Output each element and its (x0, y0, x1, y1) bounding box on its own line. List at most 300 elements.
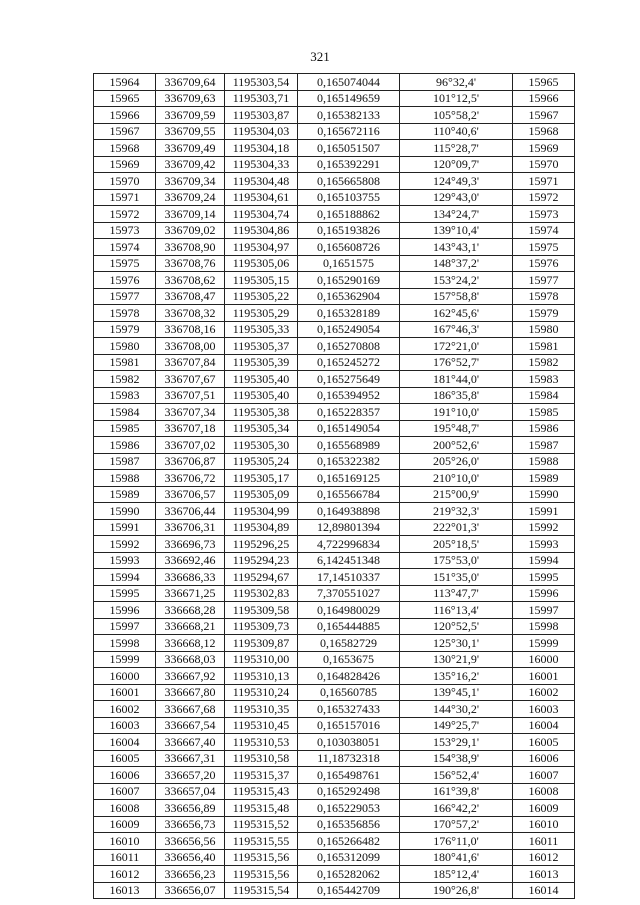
table-row (94, 90, 575, 107)
y-coordinate-cell: 1195310,58 (225, 750, 298, 767)
point-number-cell: 15965 (94, 90, 156, 107)
distance-cell: 0,165266482 (298, 833, 400, 850)
distance-cell: 0,165229053 (298, 800, 400, 817)
distance-cell: 0,165074044 (298, 74, 400, 91)
x-coordinate-cell: 336657,20 (156, 767, 225, 784)
table-row (94, 618, 575, 635)
y-coordinate-cell: 1195305,06 (225, 255, 298, 272)
y-coordinate-cell: 1195305,22 (225, 288, 298, 305)
x-coordinate-cell: 336708,00 (156, 338, 225, 355)
table-row (94, 321, 575, 338)
point-number-cell: 16003 (94, 717, 156, 734)
y-coordinate-cell: 1195304,86 (225, 222, 298, 239)
next-point-cell: 16008 (513, 783, 575, 800)
bearing-cell: 125°30,1' (400, 635, 513, 652)
y-coordinate-cell: 1195305,09 (225, 486, 298, 503)
next-point-cell: 15970 (513, 156, 575, 173)
bearing-cell: 205°18,5' (400, 536, 513, 553)
distance-cell: 0,165149659 (298, 90, 400, 107)
bearing-cell: 116°13,4' (400, 602, 513, 619)
x-coordinate-cell: 336707,34 (156, 404, 225, 421)
point-number-cell: 16009 (94, 816, 156, 833)
next-point-cell: 15971 (513, 173, 575, 190)
point-number-cell: 15971 (94, 189, 156, 206)
table-row (94, 734, 575, 751)
y-coordinate-cell: 1195305,33 (225, 321, 298, 338)
bearing-cell: 181°44,0' (400, 371, 513, 388)
next-point-cell: 15986 (513, 420, 575, 437)
distance-cell: 0,165322382 (298, 453, 400, 470)
bearing-cell: 151°35,0' (400, 569, 513, 586)
table-row (94, 387, 575, 404)
table-row (94, 288, 575, 305)
y-coordinate-cell: 1195315,55 (225, 833, 298, 850)
x-coordinate-cell: 336656,40 (156, 849, 225, 866)
table-row (94, 602, 575, 619)
table-row (94, 800, 575, 817)
bearing-cell: 156°52,4' (400, 767, 513, 784)
point-number-cell: 15972 (94, 206, 156, 223)
x-coordinate-cell: 336656,23 (156, 866, 225, 883)
next-point-cell: 16009 (513, 800, 575, 817)
bearing-cell: 153°24,2' (400, 272, 513, 289)
table-row (94, 470, 575, 487)
distance-cell: 0,165394952 (298, 387, 400, 404)
point-number-cell: 16004 (94, 734, 156, 751)
x-coordinate-cell: 336656,89 (156, 800, 225, 817)
next-point-cell: 16006 (513, 750, 575, 767)
next-point-cell: 15997 (513, 602, 575, 619)
distance-cell: 0,165382133 (298, 107, 400, 124)
table-row (94, 74, 575, 91)
next-point-cell: 15976 (513, 255, 575, 272)
next-point-cell: 16001 (513, 668, 575, 685)
y-coordinate-cell: 1195315,37 (225, 767, 298, 784)
x-coordinate-cell: 336708,16 (156, 321, 225, 338)
bearing-cell: 144°30,2' (400, 701, 513, 718)
bearing-cell: 124°49,3' (400, 173, 513, 190)
point-number-cell: 16012 (94, 866, 156, 883)
bearing-cell: 176°11,0' (400, 833, 513, 850)
bearing-cell: 157°58,8' (400, 288, 513, 305)
table-row (94, 486, 575, 503)
point-number-cell: 15968 (94, 140, 156, 157)
x-coordinate-cell: 336706,72 (156, 470, 225, 487)
table-row (94, 536, 575, 553)
bearing-cell: 143°43,1' (400, 239, 513, 256)
next-point-cell: 15967 (513, 107, 575, 124)
x-coordinate-cell: 336709,42 (156, 156, 225, 173)
table-row (94, 140, 575, 157)
y-coordinate-cell: 1195294,67 (225, 569, 298, 586)
distance-cell: 0,165356856 (298, 816, 400, 833)
distance-cell: 0,16560785 (298, 684, 400, 701)
y-coordinate-cell: 1195303,54 (225, 74, 298, 91)
distance-cell: 6,142451348 (298, 552, 400, 569)
y-coordinate-cell: 1195305,17 (225, 470, 298, 487)
point-number-cell: 16013 (94, 882, 156, 899)
table-row (94, 635, 575, 652)
bearing-cell: 167°46,3' (400, 321, 513, 338)
bearing-cell: 186°35,8' (400, 387, 513, 404)
y-coordinate-cell: 1195315,43 (225, 783, 298, 800)
next-point-cell: 16004 (513, 717, 575, 734)
distance-cell: 7,370551027 (298, 585, 400, 602)
point-number-cell: 16011 (94, 849, 156, 866)
x-coordinate-cell: 336707,67 (156, 371, 225, 388)
point-number-cell: 16008 (94, 800, 156, 817)
point-number-cell: 16002 (94, 701, 156, 718)
next-point-cell: 16003 (513, 701, 575, 718)
x-coordinate-cell: 336668,03 (156, 651, 225, 668)
table-row (94, 272, 575, 289)
point-number-cell: 15999 (94, 651, 156, 668)
table-row (94, 701, 575, 718)
next-point-cell: 16002 (513, 684, 575, 701)
point-number-cell: 15983 (94, 387, 156, 404)
bearing-cell: 135°16,2' (400, 668, 513, 685)
x-coordinate-cell: 336708,32 (156, 305, 225, 322)
bearing-cell: 219°32,3' (400, 503, 513, 520)
point-number-cell: 15992 (94, 536, 156, 553)
table-row (94, 668, 575, 685)
table-row (94, 173, 575, 190)
table-row (94, 189, 575, 206)
bearing-cell: 176°52,7' (400, 354, 513, 371)
x-coordinate-cell: 336667,54 (156, 717, 225, 734)
table-row (94, 767, 575, 784)
table-row (94, 717, 575, 734)
y-coordinate-cell: 1195310,13 (225, 668, 298, 685)
next-point-cell: 15968 (513, 123, 575, 140)
y-coordinate-cell: 1195310,45 (225, 717, 298, 734)
point-number-cell: 15995 (94, 585, 156, 602)
bearing-cell: 200°52,6' (400, 437, 513, 454)
next-point-cell: 15991 (513, 503, 575, 520)
x-coordinate-cell: 336709,02 (156, 222, 225, 239)
x-coordinate-cell: 336709,24 (156, 189, 225, 206)
bearing-cell: 115°28,7' (400, 140, 513, 157)
point-number-cell: 15985 (94, 420, 156, 437)
bearing-cell: 101°12,5' (400, 90, 513, 107)
point-number-cell: 15987 (94, 453, 156, 470)
y-coordinate-cell: 1195315,54 (225, 882, 298, 899)
distance-cell: 0,165665808 (298, 173, 400, 190)
y-coordinate-cell: 1195305,34 (225, 420, 298, 437)
page-number: 321 (310, 49, 330, 64)
x-coordinate-cell: 336706,44 (156, 503, 225, 520)
distance-cell: 0,165328189 (298, 305, 400, 322)
table-row (94, 404, 575, 421)
distance-cell: 0,16582729 (298, 635, 400, 652)
bearing-cell: 222°01,3' (400, 519, 513, 536)
bearing-cell: 154°38,9' (400, 750, 513, 767)
next-point-cell: 15966 (513, 90, 575, 107)
x-coordinate-cell: 336686,33 (156, 569, 225, 586)
next-point-cell: 15989 (513, 470, 575, 487)
distance-cell: 0,165362904 (298, 288, 400, 305)
next-point-cell: 15994 (513, 552, 575, 569)
bearing-cell: 191°10,0' (400, 404, 513, 421)
bearing-cell: 166°42,2' (400, 800, 513, 817)
distance-cell: 0,165312099 (298, 849, 400, 866)
x-coordinate-cell: 336671,25 (156, 585, 225, 602)
y-coordinate-cell: 1195296,25 (225, 536, 298, 553)
next-point-cell: 15999 (513, 635, 575, 652)
x-coordinate-cell: 336692,46 (156, 552, 225, 569)
table-row (94, 156, 575, 173)
point-number-cell: 15967 (94, 123, 156, 140)
bearing-cell: 161°39,8' (400, 783, 513, 800)
next-point-cell: 16013 (513, 866, 575, 883)
distance-cell: 0,165249054 (298, 321, 400, 338)
next-point-cell: 16005 (513, 734, 575, 751)
bearing-cell: 153°29,1' (400, 734, 513, 751)
bearing-cell: 148°37,2' (400, 255, 513, 272)
point-number-cell: 15997 (94, 618, 156, 635)
distance-cell: 0,1653675 (298, 651, 400, 668)
distance-cell: 0,165270808 (298, 338, 400, 355)
x-coordinate-cell: 336707,84 (156, 354, 225, 371)
x-coordinate-cell: 336707,18 (156, 420, 225, 437)
y-coordinate-cell: 1195305,29 (225, 305, 298, 322)
point-number-cell: 15986 (94, 437, 156, 454)
x-coordinate-cell: 336709,55 (156, 123, 225, 140)
next-point-cell: 16000 (513, 651, 575, 668)
y-coordinate-cell: 1195294,23 (225, 552, 298, 569)
point-number-cell: 15964 (94, 74, 156, 91)
x-coordinate-cell: 336708,76 (156, 255, 225, 272)
distance-cell: 0,103038051 (298, 734, 400, 751)
next-point-cell: 16010 (513, 816, 575, 833)
next-point-cell: 15981 (513, 338, 575, 355)
distance-cell: 0,165568989 (298, 437, 400, 454)
next-point-cell: 15980 (513, 321, 575, 338)
bearing-cell: 120°09,7' (400, 156, 513, 173)
table-row (94, 338, 575, 355)
table-row (94, 552, 575, 569)
y-coordinate-cell: 1195305,40 (225, 371, 298, 388)
point-number-cell: 15969 (94, 156, 156, 173)
y-coordinate-cell: 1195304,33 (225, 156, 298, 173)
table-row (94, 437, 575, 454)
table-row (94, 866, 575, 883)
point-number-cell: 15978 (94, 305, 156, 322)
distance-cell: 12,89801394 (298, 519, 400, 536)
point-number-cell: 15981 (94, 354, 156, 371)
distance-cell: 0,165327433 (298, 701, 400, 718)
table-row (94, 519, 575, 536)
x-coordinate-cell: 336709,34 (156, 173, 225, 190)
distance-cell: 0,165193826 (298, 222, 400, 239)
table-row (94, 816, 575, 833)
bearing-cell: 149°25,7' (400, 717, 513, 734)
x-coordinate-cell: 336706,31 (156, 519, 225, 536)
distance-cell: 0,164980029 (298, 602, 400, 619)
point-number-cell: 15980 (94, 338, 156, 355)
point-number-cell: 16000 (94, 668, 156, 685)
distance-cell: 0,165282062 (298, 866, 400, 883)
next-point-cell: 15983 (513, 371, 575, 388)
bearing-cell: 185°12,4' (400, 866, 513, 883)
y-coordinate-cell: 1195310,24 (225, 684, 298, 701)
next-point-cell: 15973 (513, 206, 575, 223)
distance-cell: 17,14510337 (298, 569, 400, 586)
x-coordinate-cell: 336667,31 (156, 750, 225, 767)
y-coordinate-cell: 1195305,39 (225, 354, 298, 371)
next-point-cell: 15984 (513, 387, 575, 404)
next-point-cell: 15990 (513, 486, 575, 503)
y-coordinate-cell: 1195304,48 (225, 173, 298, 190)
x-coordinate-cell: 336707,51 (156, 387, 225, 404)
y-coordinate-cell: 1195310,00 (225, 651, 298, 668)
y-coordinate-cell: 1195304,61 (225, 189, 298, 206)
next-point-cell: 15977 (513, 272, 575, 289)
point-number-cell: 15998 (94, 635, 156, 652)
bearing-cell: 190°26,8' (400, 882, 513, 899)
point-number-cell: 16005 (94, 750, 156, 767)
point-number-cell: 15984 (94, 404, 156, 421)
table-row (94, 222, 575, 239)
bearing-cell: 215°00,9' (400, 486, 513, 503)
distance-cell: 0,165292498 (298, 783, 400, 800)
bearing-cell: 172°21,0' (400, 338, 513, 355)
distance-cell: 0,165157016 (298, 717, 400, 734)
table-row (94, 569, 575, 586)
distance-cell: 0,165228357 (298, 404, 400, 421)
point-number-cell: 15973 (94, 222, 156, 239)
table-row (94, 849, 575, 866)
table-row (94, 585, 575, 602)
bearing-cell: 129°43,0' (400, 189, 513, 206)
next-point-cell: 16014 (513, 882, 575, 899)
next-point-cell: 16011 (513, 833, 575, 850)
point-number-cell: 16007 (94, 783, 156, 800)
bearing-cell: 110°40,6' (400, 123, 513, 140)
distance-cell: 0,165672116 (298, 123, 400, 140)
bearing-cell: 210°10,0' (400, 470, 513, 487)
x-coordinate-cell: 336668,12 (156, 635, 225, 652)
y-coordinate-cell: 1195310,53 (225, 734, 298, 751)
next-point-cell: 15978 (513, 288, 575, 305)
y-coordinate-cell: 1195304,74 (225, 206, 298, 223)
table-row (94, 239, 575, 256)
y-coordinate-cell: 1195305,37 (225, 338, 298, 355)
coordinates-table (93, 73, 575, 899)
bearing-cell: 162°45,6' (400, 305, 513, 322)
table-body (94, 74, 575, 899)
x-coordinate-cell: 336667,80 (156, 684, 225, 701)
x-coordinate-cell: 336709,64 (156, 74, 225, 91)
next-point-cell: 15996 (513, 585, 575, 602)
x-coordinate-cell: 336707,02 (156, 437, 225, 454)
table-row (94, 833, 575, 850)
next-point-cell: 15974 (513, 222, 575, 239)
y-coordinate-cell: 1195310,35 (225, 701, 298, 718)
next-point-cell: 15993 (513, 536, 575, 553)
distance-cell: 0,165392291 (298, 156, 400, 173)
point-number-cell: 15976 (94, 272, 156, 289)
point-number-cell: 15970 (94, 173, 156, 190)
distance-cell: 0,164828426 (298, 668, 400, 685)
point-number-cell: 15989 (94, 486, 156, 503)
table-row (94, 882, 575, 899)
next-point-cell: 16012 (513, 849, 575, 866)
x-coordinate-cell: 336708,47 (156, 288, 225, 305)
point-number-cell: 15975 (94, 255, 156, 272)
distance-cell: 0,165275649 (298, 371, 400, 388)
next-point-cell: 15987 (513, 437, 575, 454)
distance-cell: 0,165149054 (298, 420, 400, 437)
point-number-cell: 15988 (94, 470, 156, 487)
y-coordinate-cell: 1195315,56 (225, 849, 298, 866)
point-number-cell: 16001 (94, 684, 156, 701)
table-row (94, 503, 575, 520)
point-number-cell: 15974 (94, 239, 156, 256)
distance-cell: 0,164938898 (298, 503, 400, 520)
point-number-cell: 15993 (94, 552, 156, 569)
next-point-cell: 15992 (513, 519, 575, 536)
bearing-cell: 139°45,1' (400, 684, 513, 701)
y-coordinate-cell: 1195309,87 (225, 635, 298, 652)
y-coordinate-cell: 1195302,83 (225, 585, 298, 602)
table-row (94, 123, 575, 140)
distance-cell: 0,165169125 (298, 470, 400, 487)
x-coordinate-cell: 336656,56 (156, 833, 225, 850)
next-point-cell: 15972 (513, 189, 575, 206)
table-row (94, 305, 575, 322)
y-coordinate-cell: 1195315,56 (225, 866, 298, 883)
y-coordinate-cell: 1195304,89 (225, 519, 298, 536)
distance-cell: 0,165188862 (298, 206, 400, 223)
next-point-cell: 15975 (513, 239, 575, 256)
y-coordinate-cell: 1195304,99 (225, 503, 298, 520)
x-coordinate-cell: 336656,73 (156, 816, 225, 833)
y-coordinate-cell: 1195305,15 (225, 272, 298, 289)
bearing-cell: 130°21,9' (400, 651, 513, 668)
x-coordinate-cell: 336668,28 (156, 602, 225, 619)
table-row (94, 783, 575, 800)
distance-cell: 0,165566784 (298, 486, 400, 503)
point-number-cell: 15990 (94, 503, 156, 520)
x-coordinate-cell: 336656,07 (156, 882, 225, 899)
distance-cell: 0,165498761 (298, 767, 400, 784)
x-coordinate-cell: 336709,14 (156, 206, 225, 223)
bearing-cell: 120°52,5' (400, 618, 513, 635)
table-row (94, 107, 575, 124)
x-coordinate-cell: 336706,87 (156, 453, 225, 470)
point-number-cell: 15966 (94, 107, 156, 124)
next-point-cell: 15969 (513, 140, 575, 157)
point-number-cell: 15977 (94, 288, 156, 305)
x-coordinate-cell: 336709,49 (156, 140, 225, 157)
table-row (94, 453, 575, 470)
distance-cell: 0,165290169 (298, 272, 400, 289)
bearing-cell: 205°26,0' (400, 453, 513, 470)
x-coordinate-cell: 336696,73 (156, 536, 225, 553)
table-row (94, 750, 575, 767)
x-coordinate-cell: 336709,59 (156, 107, 225, 124)
distance-cell: 0,165444885 (298, 618, 400, 635)
next-point-cell: 15979 (513, 305, 575, 322)
y-coordinate-cell: 1195304,97 (225, 239, 298, 256)
x-coordinate-cell: 336706,57 (156, 486, 225, 503)
y-coordinate-cell: 1195303,71 (225, 90, 298, 107)
bearing-cell: 175°53,0' (400, 552, 513, 569)
distance-cell: 0,165245272 (298, 354, 400, 371)
y-coordinate-cell: 1195304,18 (225, 140, 298, 157)
y-coordinate-cell: 1195303,87 (225, 107, 298, 124)
